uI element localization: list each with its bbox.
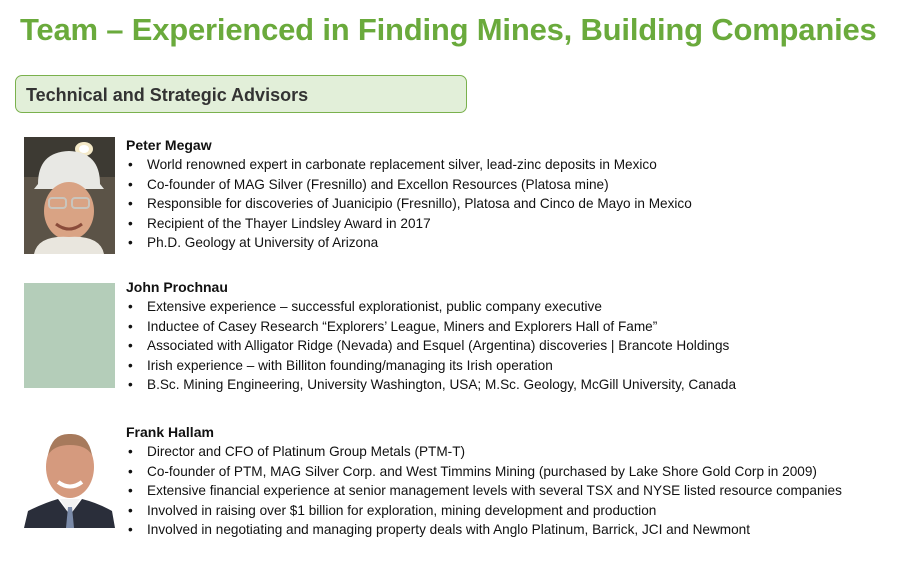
bullet-text: Irish experience – with Billiton founding/managing its Irish operation — [147, 357, 553, 373]
list-item — [126, 481, 916, 501]
page-title: Team – Experienced in Finding Mines, Building Companies — [20, 12, 877, 47]
bullet-marker: • — [128, 444, 133, 459]
bullet-text: Co-founder of PTM, MAG Silver Corp. and West Timmins Mining (purchased by Lake Shore Gold Corp in 2009) — [147, 463, 817, 479]
bullet-text: Director and CFO of Platinum Group Metals (PTM-T) — [147, 444, 466, 459]
bullet-marker: • — [128, 338, 133, 353]
bullet-marker: • — [128, 502, 133, 518]
bullet-marker: • — [128, 357, 133, 373]
list-item — [126, 501, 916, 521]
bullet-marker: • — [128, 377, 133, 392]
bullet-marker: • — [128, 235, 133, 250]
list-item — [126, 520, 916, 540]
bullet-text: Involved in negotiating and managing property deals with Anglo Platinum, Barrick, JCI and Newmont — [147, 522, 750, 537]
list-item — [126, 317, 916, 337]
section-header-box — [15, 75, 467, 113]
bullet-marker: • — [128, 157, 133, 172]
bullet-text: Responsible for discoveries of Juanicipio (Fresnillo), Platosa and Cinco de Mayo in Mexico — [147, 196, 692, 211]
list-item — [126, 462, 916, 482]
bullet-text: World renowned expert in carbonate replacement silver, lead-zinc deposits in Mexico — [147, 157, 657, 172]
bullet-marker: • — [128, 483, 133, 498]
bullet-text: Ph.D. Geology at University of Arizona — [147, 235, 379, 250]
advisor-john-prochnau — [126, 278, 916, 395]
list-item — [126, 336, 916, 356]
advisor-peter-megaw — [126, 136, 916, 253]
advisor-name: John Prochnau — [126, 279, 228, 295]
bullet-marker: • — [128, 463, 133, 479]
bullet-text: Recipient of the Thayer Lindsley Award in 2017 — [147, 215, 431, 231]
list-item — [126, 356, 916, 376]
bullet-text: Associated with Alligator Ridge (Nevada) and Esquel (Argentina) discoveries | Brancote Holdings — [147, 338, 730, 353]
advisor-photo-frank-hallam — [24, 425, 115, 528]
advisor-bullet-list — [126, 155, 916, 253]
list-item — [126, 442, 916, 462]
advisor-photo-placeholder-john-prochnau — [24, 283, 115, 388]
advisor-bullet-list — [126, 297, 916, 395]
bullet-marker: • — [128, 318, 133, 334]
bullet-text: B.Sc. Mining Engineering, University Washington, USA; M.Sc. Geology, McGill University, Canada — [147, 377, 737, 392]
list-item — [126, 175, 916, 195]
advisor-name: Frank Hallam — [126, 424, 214, 440]
list-item — [126, 297, 916, 317]
bullet-text: Extensive experience – successful explorationist, public company executive — [147, 299, 602, 314]
list-item — [126, 155, 916, 175]
list-item — [126, 194, 916, 214]
advisor-bullet-list — [126, 442, 916, 540]
bullet-marker: • — [128, 196, 133, 211]
bullet-marker: • — [128, 522, 133, 537]
advisor-photo-peter-megaw — [24, 137, 115, 254]
section-title: Technical and Strategic Advisors — [26, 85, 309, 105]
bullet-text: Extensive financial experience at senior management levels with several TSX and NYSE listed resource companies — [147, 483, 842, 498]
advisor-frank-hallam — [126, 423, 916, 540]
list-item — [126, 214, 916, 234]
bullet-marker: • — [128, 299, 133, 314]
bullet-marker: • — [128, 215, 133, 231]
bullet-text: Involved in raising over $1 billion for exploration, mining development and production — [147, 502, 657, 518]
list-item — [126, 375, 916, 395]
bullet-text: Co-founder of MAG Silver (Fresnillo) and Excellon Resources (Platosa mine) — [147, 176, 609, 192]
bullet-text: Inductee of Casey Research “Explorers’ League, Miners and Explorers Hall of Fame” — [147, 318, 658, 334]
bullet-marker: • — [128, 176, 133, 192]
list-item — [126, 233, 916, 253]
advisor-name: Peter Megaw — [126, 137, 212, 153]
